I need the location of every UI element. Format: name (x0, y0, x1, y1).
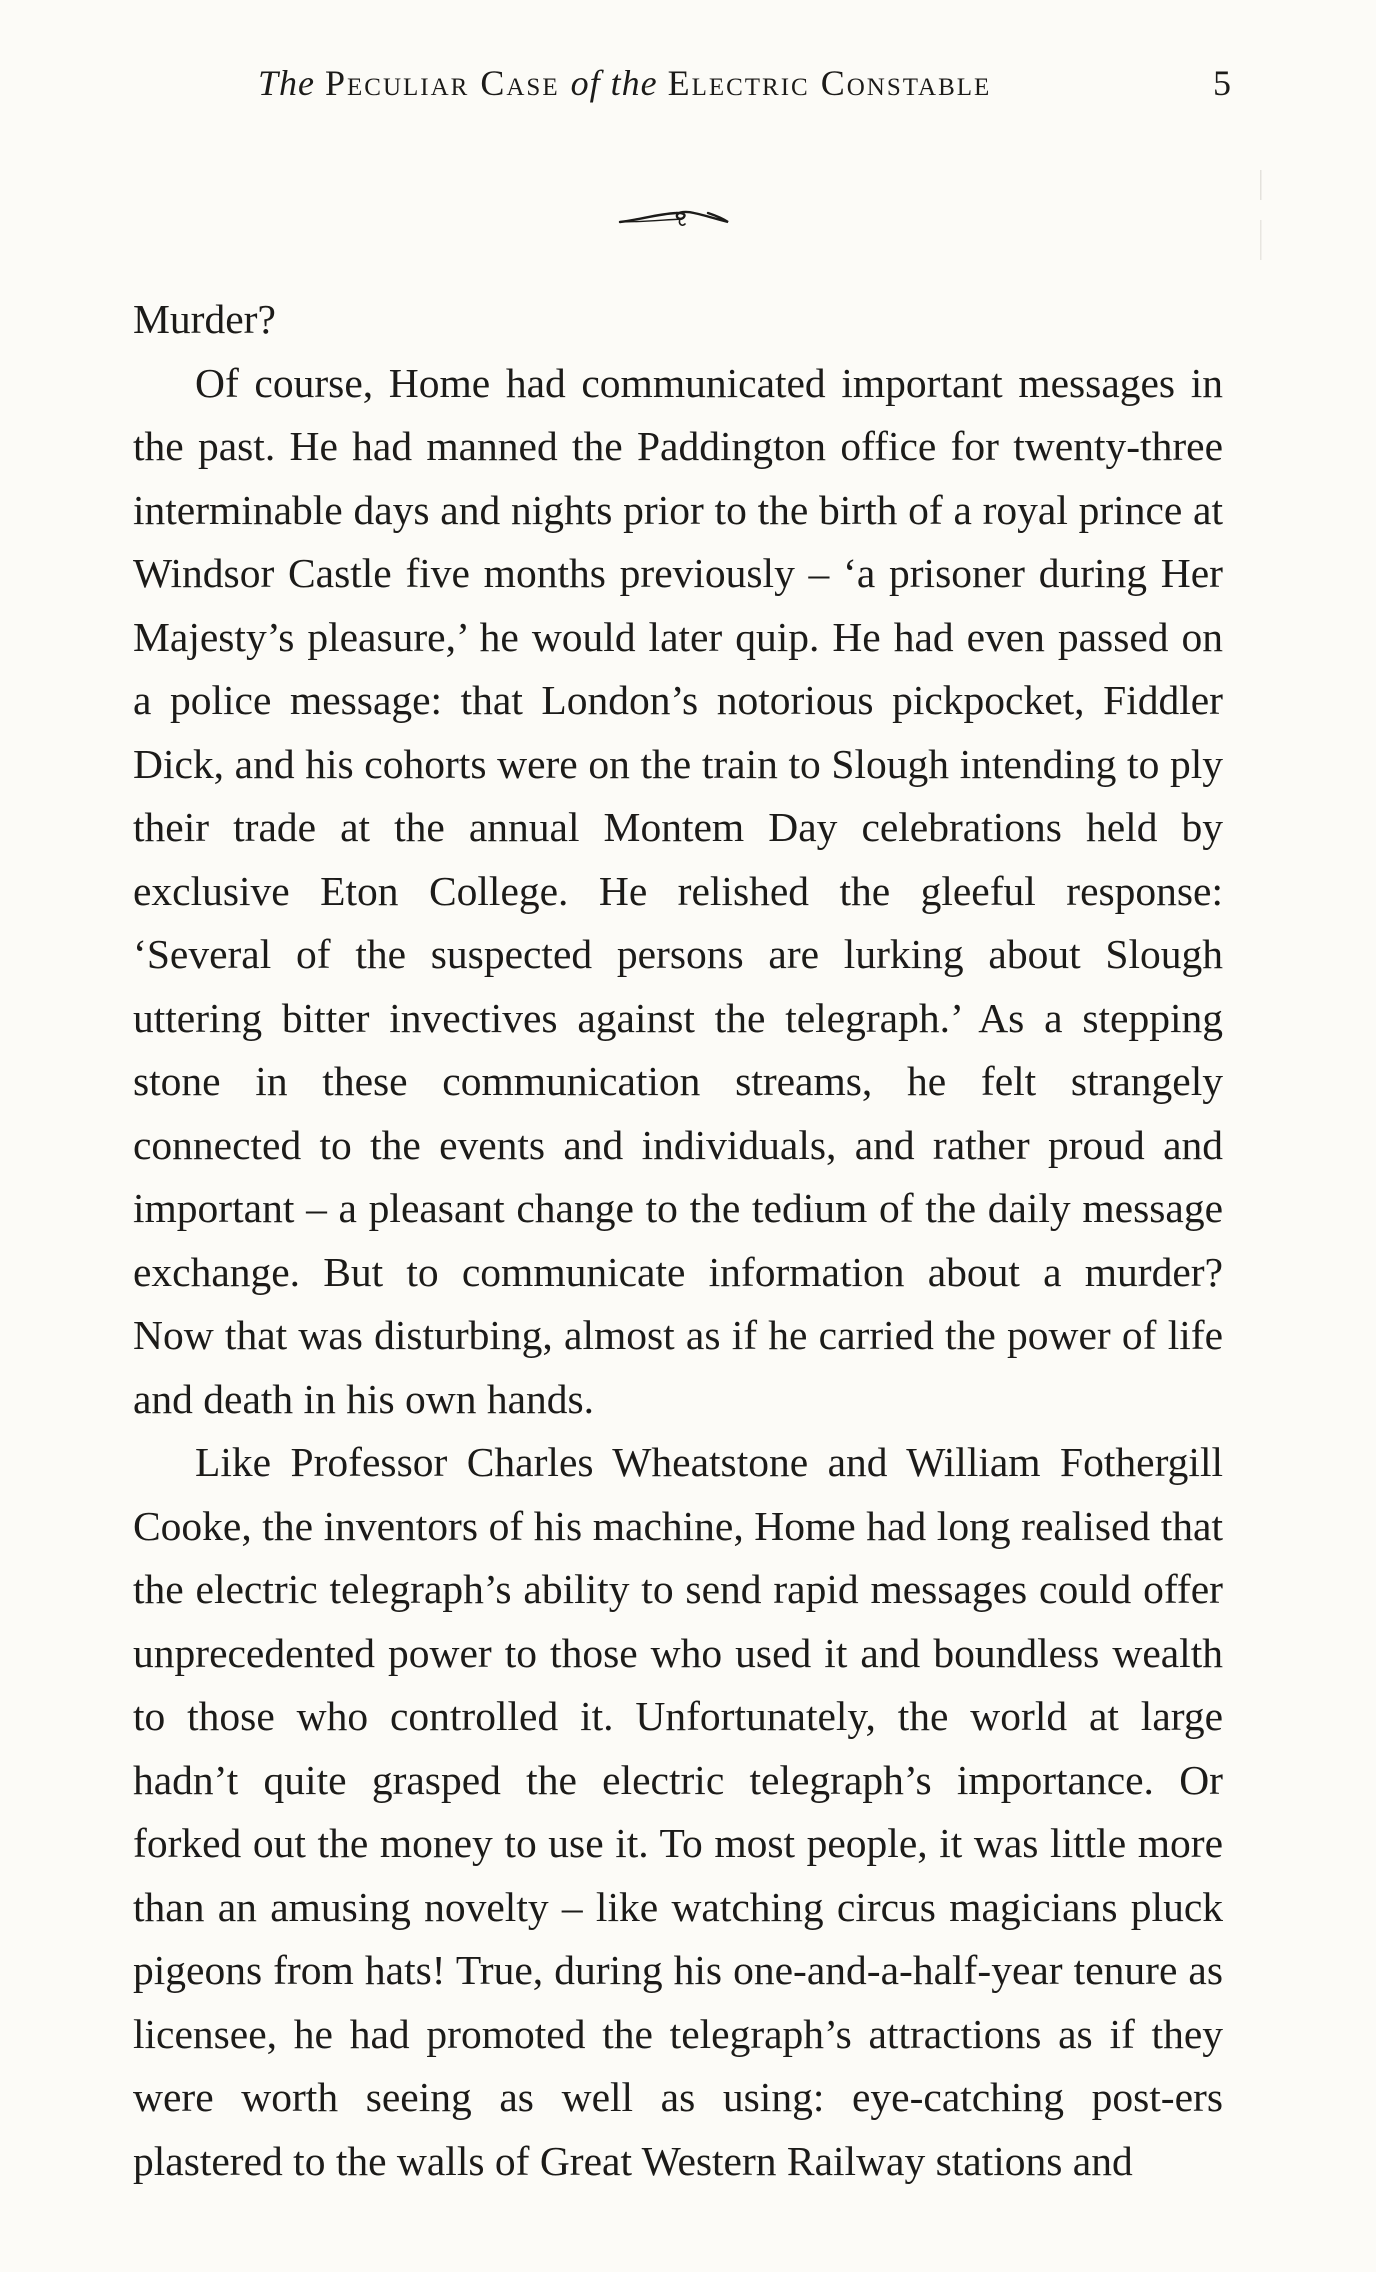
running-title-part: Peculiar Case (325, 63, 571, 103)
body-text (133, 288, 1223, 2193)
flourish-icon (618, 200, 738, 234)
running-title-part: Electric Constable (667, 63, 992, 103)
page-number: 5 (1213, 63, 1231, 103)
paragraph: Murder? (133, 296, 276, 342)
running-title (258, 62, 991, 104)
running-head (130, 62, 1230, 112)
paragraph: Of course, Home had communicated important messages in the past. He had manned the Paddington office for twenty-three interminable days and nights prior to the birth of a royal prince at Windsor Castle five months previously – ‘a prisoner during Her Majesty’s pleasure,’ he would later quip. He had even passed on a police message: that London’s notorious pickpocket, Fiddler Dick, and his cohorts were on the train to Slough intending to ply their trade at the annual Montem Day celebrations held by exclusive Eton College. He relished the gleeful response: ‘Several of the suspected persons are lurking about Slough uttering bitter invectives against the telegraph.’ As a stepping stone in these communication streams, he felt strangely connected to the events and individuals, and rather proud and important – a pleasant change to the tedium of the daily message exchange. But to communicate information about a murder? Now that was disturbing, almost as if he carried the power of life and death in his own hands. (133, 359, 1223, 1422)
running-title-part: The (258, 63, 325, 103)
paper-specks (1258, 170, 1264, 260)
running-title-part: of the (570, 63, 668, 103)
paragraph: Like Professor Charles Wheatstone and William Fothergill Cooke, the inventors of his machine, Home had long realised that the electric telegraph’s ability to send rapid messages could offer unprecedented power to those who used it and boundless wealth to those who controlled it. Unfortunately, the world at large hadn’t quite grasped the electric telegraph’s importance. Or forked out the money to use it. To most people, it was little more than an amusing novelty – like watching circus magicians pluck pigeons from hats! True, during his one-and-a-half-year tenure as licensee, he had promoted the telegraph’s attractions as if they were worth seeing as well as using: eye-catching post-ers plastered to the walls of Great Western Railway stations and (133, 1439, 1223, 2184)
